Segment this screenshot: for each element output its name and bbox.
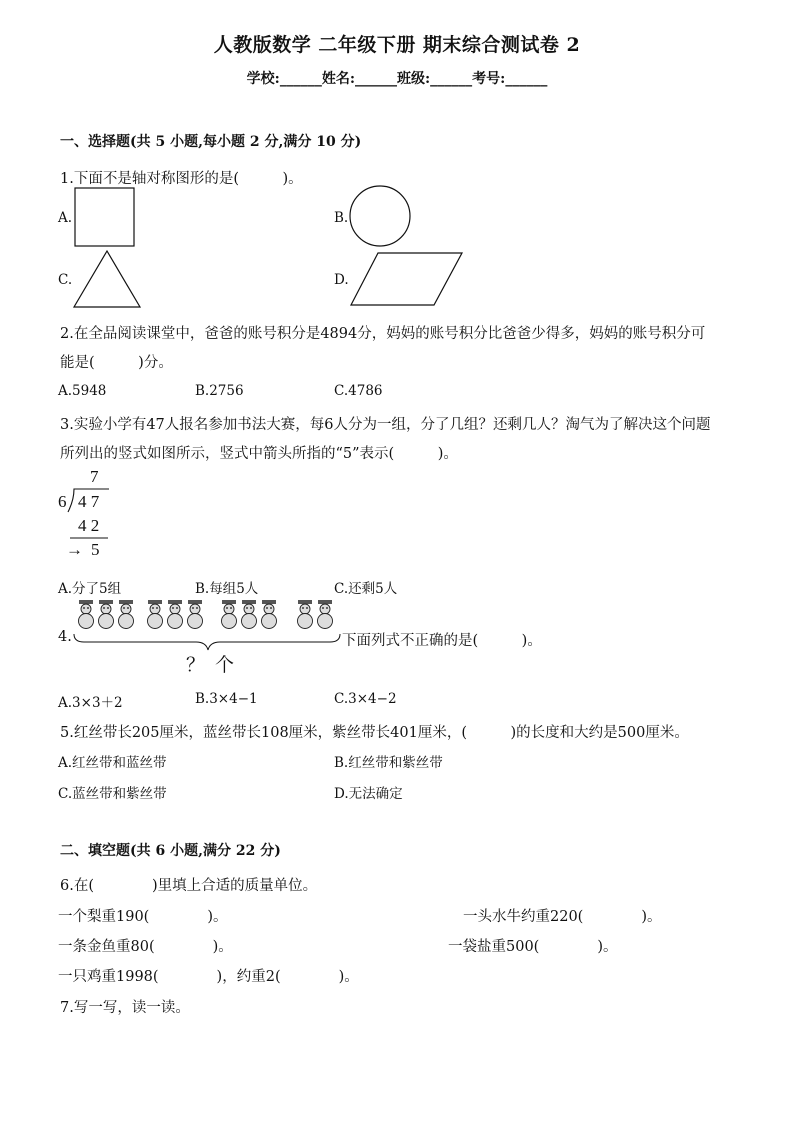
q2-option-a: A.5948 xyxy=(58,383,107,399)
snowman-icon xyxy=(222,600,237,629)
division-divisor: 6 xyxy=(58,492,67,511)
snowman-icon xyxy=(168,600,183,629)
q1-option-a: A. xyxy=(58,210,73,226)
q5-option-c: C.蓝丝带和紫丝带 xyxy=(58,786,167,802)
q6-item-chicken: 一只鸡重1998( )，约重2( )。 xyxy=(58,969,359,985)
division-dividend: 4 7 xyxy=(78,492,100,511)
division-quotient: 7 xyxy=(90,467,99,486)
q2-option-b: B.2756 xyxy=(195,383,244,399)
question-3-line-2: 所列出的竖式如图所示，竖式中箭头所指的“5”表示( )。 xyxy=(60,446,458,462)
snowman-group-3 xyxy=(222,600,277,629)
q5-option-b: B.红丝带和紫丝带 xyxy=(334,755,443,771)
q1-option-b: B. xyxy=(334,210,349,226)
snowman-icon xyxy=(119,600,134,629)
question-4-number: 4. xyxy=(58,629,72,645)
snowman-icon xyxy=(188,600,203,629)
q5-option-d: D.无法确定 xyxy=(334,786,403,802)
q6-item-buffalo: 一头水牛约重220( )。 xyxy=(463,909,662,925)
snowman-group-4 xyxy=(298,600,333,629)
division-arrow: → xyxy=(66,540,83,559)
snowman-group-2 xyxy=(148,600,203,629)
curly-brace xyxy=(74,634,340,650)
question-7-text: 7.写一写，读一读。 xyxy=(60,1000,190,1016)
snowman-icon xyxy=(99,600,114,629)
q4-option-a: A.3×3＋2 xyxy=(58,695,123,711)
question-2-line-2: 能是( )分。 xyxy=(60,355,173,371)
division-remainder: 5 xyxy=(91,540,100,559)
q6-item-pear: 一个梨重190( )。 xyxy=(58,909,228,925)
q1-option-c: C. xyxy=(58,272,73,288)
snowman-icon xyxy=(262,600,277,629)
brace-label: ？ 个 xyxy=(186,654,237,676)
question-1-text: 1.下面不是轴对称图形的是( )。 xyxy=(60,171,303,187)
snowman-icon xyxy=(242,600,257,629)
snowman-icon xyxy=(148,600,163,629)
q3-option-a: A.分了5组 xyxy=(58,581,122,597)
circle-icon xyxy=(348,185,412,249)
snowman-icon xyxy=(298,600,313,629)
parallelogram-icon xyxy=(350,251,465,307)
question-4-text: 下面列式不正确的是( )。 xyxy=(342,633,542,649)
question-5-text: 5.红丝带长205厘米，蓝丝带长108厘米，紫丝带长401厘米，( )的长度和大约是500厘米。 xyxy=(60,725,689,741)
q2-option-c: C.4786 xyxy=(334,383,383,399)
question-3-line-1: 3.实验小学有47人报名参加书法大赛，每6人分为一组，分了几组？还剩几人？淘气为了解决这个问题 xyxy=(60,417,711,433)
q1-option-d: D. xyxy=(334,272,349,288)
question-6-text: 6.在( )里填上合适的质量单位。 xyxy=(60,878,318,894)
snowman-group-1 xyxy=(79,600,134,629)
triangle-icon xyxy=(72,250,142,310)
q3-option-c: C.还剩5人 xyxy=(334,581,398,597)
q6-item-goldfish: 一条金鱼重80( )。 xyxy=(58,939,233,955)
q4-option-c: C.3×4−2 xyxy=(334,691,397,707)
square-icon xyxy=(74,187,136,249)
division-product: 4 2 xyxy=(78,516,100,535)
student-info-line: 学校:______姓名:______班级:______考号:______ xyxy=(246,71,548,87)
q3-option-b: B.每组5人 xyxy=(195,581,259,597)
q6-item-salt: 一袋盐重500( )。 xyxy=(448,939,618,955)
question-2-line-1: 2.在全品阅读课堂中，爸爸的账号积分是4894分，妈妈的账号积分比爸爸少得多，妈妈的账号积分可 xyxy=(60,326,706,342)
page-title: 人教版数学 二年级下册 期末综合测试卷 2 xyxy=(213,34,581,56)
q5-option-a: A.红丝带和蓝丝带 xyxy=(58,755,167,771)
snowman-icon xyxy=(318,600,333,629)
snowman-icon xyxy=(79,600,94,629)
q4-option-b: B.3×4−1 xyxy=(195,691,258,707)
section-2-title: 二、填空题(共 6 小题,满分 22 分) xyxy=(60,843,281,859)
section-1-title: 一、选择题(共 5 小题,每小题 2 分,满分 10 分) xyxy=(60,134,362,150)
